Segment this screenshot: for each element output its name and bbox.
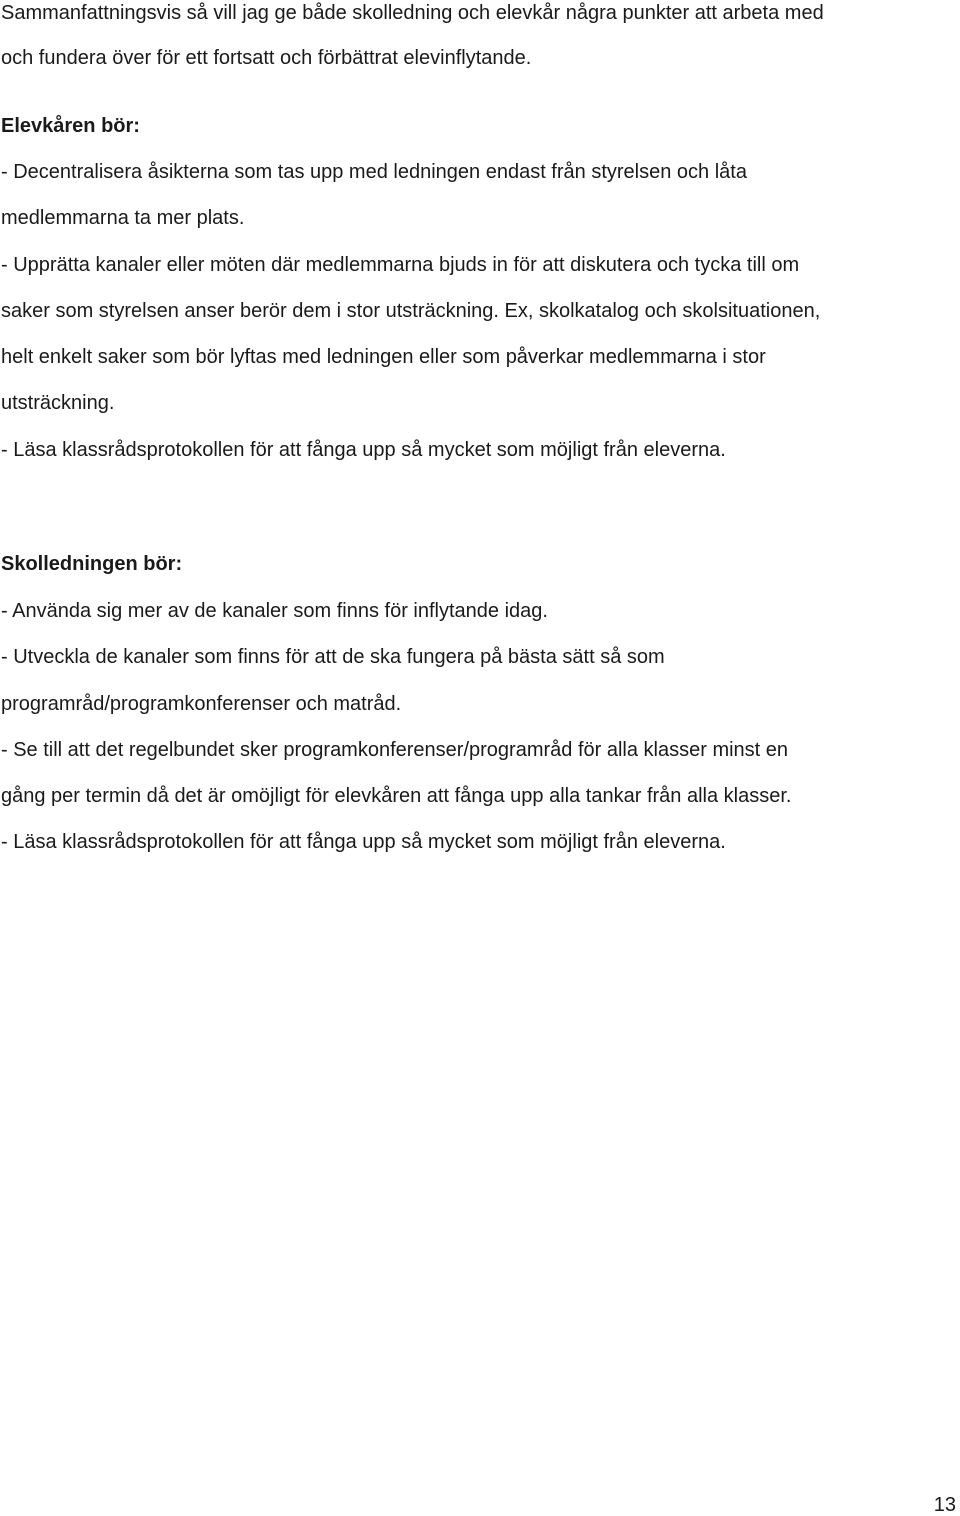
elevkaren-line-2: medlemmarna ta mer plats. [1,207,245,229]
skolledningen-line-3: programråd/programkonferenser och matråd. [1,693,402,715]
skolledningen-line-2: - Utveckla de kanaler som finns för att de ska fungera på bästa sätt så som [1,646,665,668]
intro-line-1: Sammanfattningsvis så vill jag ge både skolledning och elevkår några punkter att arbeta med [1,2,824,24]
elevkaren-line-6: utsträckning. [1,392,115,414]
elevkaren-line-5: helt enkelt saker som bör lyftas med ledningen eller som påverkar medlemmarna i stor [1,346,766,368]
elevkaren-heading: Elevkåren bör: [1,115,140,137]
elevkaren-line-3: - Upprätta kanaler eller möten där medlemmarna bjuds in för att diskutera och tycka till om [1,254,800,276]
intro-line-2: och fundera över för ett fortsatt och förbättrat elevinflytande. [1,47,532,69]
page-number: 13 [933,1494,956,1516]
skolledningen-line-5: gång per termin då det är omöjligt för elevkåren att fånga upp alla tankar från alla klasser. [1,785,792,807]
skolledningen-line-1: - Använda sig mer av de kanaler som finns för inflytande idag. [1,600,548,622]
skolledningen-line-6: - Läsa klassrådsprotokollen för att fånga upp så mycket som möjligt från eleverna. [1,831,726,853]
elevkaren-line-1: - Decentralisera åsikterna som tas upp med ledningen endast från styrelsen och låta [1,161,747,183]
elevkaren-line-7: - Läsa klassrådsprotokollen för att fånga upp så mycket som möjligt från eleverna. [1,439,726,461]
skolledningen-line-4: - Se till att det regelbundet sker programkonferenser/programråd för alla klasser minst en [1,739,789,761]
elevkaren-line-4: saker som styrelsen anser berör dem i stor utsträckning. Ex, skolkatalog och skolsituationen, [1,300,821,322]
skolledningen-heading: Skolledningen bör: [1,553,183,575]
